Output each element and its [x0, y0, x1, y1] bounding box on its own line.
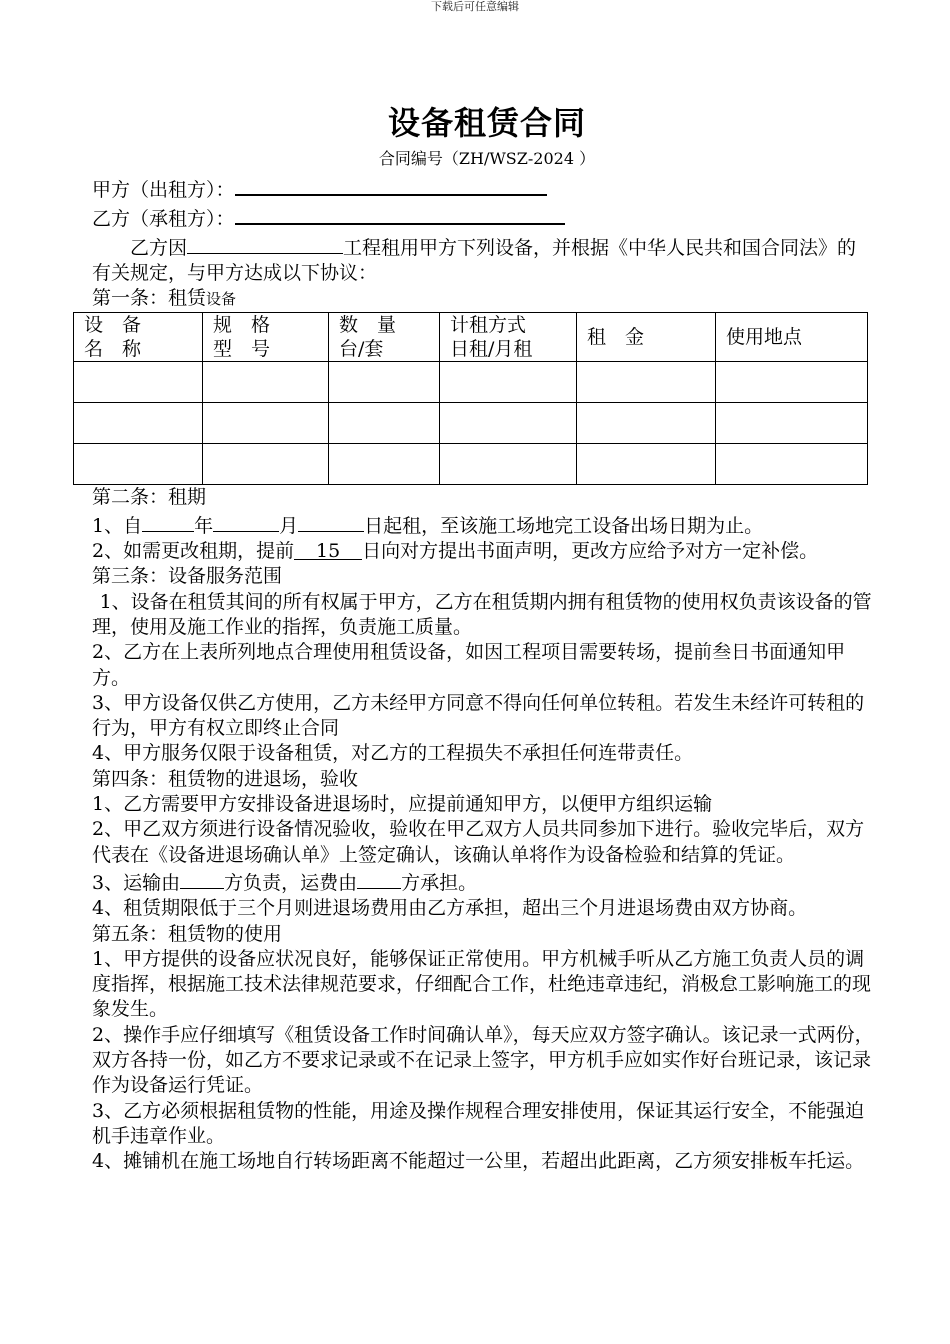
header-line: 使用地点 [726, 326, 803, 349]
table-cell [440, 362, 577, 403]
header-line: 数 量 [339, 314, 397, 337]
article5-item: 1、甲方提供的设备应状况良好，能够保证正常使用。甲方机械手听从乙方施工负责人员的调度指挥，根据施工技术法律规范要求，仔细配合工作，杜绝违章违纪，消极怠工影响施工的现象发生。 [92, 947, 872, 1021]
table-cell [440, 403, 577, 444]
article1-title [92, 286, 874, 312]
article2-title: 第二条：租期 [92, 486, 207, 509]
article2-item2 [92, 539, 874, 564]
table-cell [74, 362, 203, 403]
day-blank [298, 511, 364, 532]
header-note: 下载后可任意编辑 [431, 0, 519, 13]
article5-title: 第五条：租赁物的使用 [92, 922, 283, 945]
freight-party-blank [357, 868, 401, 889]
article5-item: 2、操作手应仔细填写《租赁设备工作时间确认单》，每天应双方签字确认。该记录一式两份，双方各持一份，如乙方不要求记录或不在记录上签字，甲方机手应如实作好台班记录，该记录作为设备运行凭证。 [92, 1023, 874, 1097]
header-location [716, 313, 868, 362]
text: 2、如需更改租期，提前 [92, 540, 295, 563]
project-name-blank [187, 233, 343, 254]
header-billing-method [440, 313, 577, 362]
table-cell [716, 362, 868, 403]
header-line: 日租/月租 [450, 338, 533, 361]
article1-title-small: 设备 [206, 290, 237, 309]
header-equipment-name [74, 313, 203, 362]
table-cell [329, 362, 440, 403]
article5-item: 3、乙方必须根据租赁物的性能，用途及操作规程合理安排使用，保证其运行安全，不能强迫机手违章作业。 [92, 1099, 865, 1147]
header-line: 台/套 [339, 338, 384, 361]
article4-title: 第四条：租赁物的进退场，验收 [92, 767, 359, 790]
intro-text-before: 乙方因 [130, 236, 188, 259]
table-cell [203, 444, 329, 485]
table-cell [74, 403, 203, 444]
year-blank [142, 511, 194, 532]
header-line: 设 备 [84, 314, 142, 337]
article4-item3 [92, 868, 874, 896]
header-rent [577, 313, 716, 362]
notice-days: 15 [294, 539, 362, 560]
intro-paragraph [92, 233, 874, 287]
table-cell [577, 362, 716, 403]
article3-item: 1、设备在租赁其间的所有权属于甲方，乙方在租赁期内拥有租赁物的使用权负责该设备的管理，使用及施工作业的指挥，负责施工质量。 [92, 590, 872, 638]
table-cell [716, 403, 868, 444]
table-header-row [74, 313, 868, 362]
article4-item: 2、甲乙双方须进行设备情况验收，验收在甲乙双方人员共同参加下进行。验收完毕后，双方代表在《设备进退场确认单》上签定确认，该确认单将作为设备检验和结算的凭证。 [92, 818, 865, 866]
contract-number: 合同编号（ZH/WSZ-2024 ） [378, 149, 596, 168]
header-spec-model [203, 313, 329, 362]
table-cell [440, 444, 577, 485]
text: 日向对方提出书面声明，更改方应给予对方一定补偿。 [362, 540, 819, 563]
party-b-blank [235, 203, 565, 225]
table-cell [716, 444, 868, 485]
intro-text-after: 工程租用甲方下列设备，并根据《中华人民共和国合同法》的有关规定，与甲方达成以下协议： [92, 236, 857, 284]
text: 方承担。 [401, 871, 478, 894]
month-blank [213, 511, 279, 532]
text: 3、运输由 [92, 871, 181, 894]
article3-item: 2、乙方在上表所列地点合理使用租赁设备，如因工程项目需要转场，提前叁日书面通知甲方。 [92, 641, 846, 689]
party-b-line [92, 203, 874, 232]
table-cell [74, 444, 203, 485]
header-quantity [329, 313, 440, 362]
party-a-blank [235, 174, 547, 196]
text: 月 [279, 514, 299, 537]
table-cell [329, 403, 440, 444]
text: 方负责，运费由 [224, 871, 358, 894]
article1-title-text: 第一条：租赁 [92, 287, 207, 310]
table-row [74, 362, 868, 403]
equipment-table [73, 312, 868, 485]
article5-item: 4、摊铺机在施工场地自行转场距离不能超过一公里，若超出此距离，乙方须安排板车托运。 [92, 1150, 865, 1173]
article4-item: 4、租赁期限低于三个月则进退场费用由乙方承担，超出三个月进退场费由双方协商。 [92, 897, 808, 920]
transport-party-blank [180, 868, 224, 889]
party-a-label: 甲方（出租方）： [92, 179, 235, 201]
text: 日起租，至该施工场地完工设备出场日期为止。 [364, 514, 764, 537]
table-cell [577, 444, 716, 485]
table-row [74, 444, 868, 485]
table-cell [203, 403, 329, 444]
header-line: 名 称 [84, 338, 142, 361]
table-cell [577, 403, 716, 444]
table-row [74, 403, 868, 444]
table-cell [329, 444, 440, 485]
table-cell [203, 362, 329, 403]
header-line: 租 金 [587, 326, 645, 349]
article3-item: 4、甲方服务仅限于设备租赁，对乙方的工程损失不承担任何连带责任。 [92, 742, 694, 765]
article4-item: 1、乙方需要甲方安排设备进退场时，应提前通知甲方，以便甲方组织运输 [92, 793, 713, 816]
header-line: 规 格 [213, 314, 271, 337]
text: 1、自 [92, 514, 143, 537]
article3-title: 第三条：设备服务范围 [92, 565, 283, 588]
article3-item: 3、甲方设备仅供乙方使用，乙方未经甲方同意不得向任何单位转租。若发生未经许可转租的行为，甲方有权立即终止合同 [92, 691, 865, 740]
party-a-line [92, 174, 874, 203]
party-b-label: 乙方（承租方）： [92, 208, 235, 231]
header-line: 型 号 [213, 338, 271, 361]
text: 年 [194, 514, 214, 537]
document-title: 设备租赁合同 [387, 104, 586, 142]
header-line: 计租方式 [450, 314, 527, 337]
article2-item1 [92, 511, 874, 539]
contract-body [84, 174, 874, 1175]
